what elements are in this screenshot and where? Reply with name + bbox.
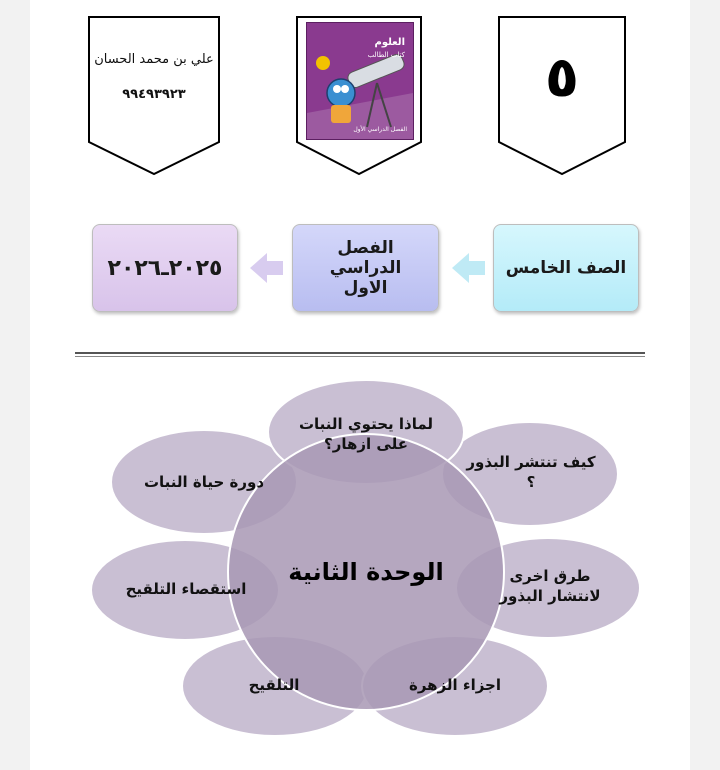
cover-subtitle: كتاب الطالب bbox=[367, 51, 405, 59]
step-year-label: ٢٠٢٥ـ٢٠٢٦ bbox=[107, 255, 223, 281]
topic-plant-life-cycle: دورة حياة النبات bbox=[143, 473, 265, 491]
cover-title: العلوم bbox=[374, 37, 405, 48]
grade-number: ٥ bbox=[544, 45, 580, 110]
step-semester-label: الفصل الدراسي الاول bbox=[329, 238, 402, 298]
author-phone: ٩٩٤٩٣٩٢٣ bbox=[122, 87, 186, 102]
topic-flower-parts: اجزاء الزهرة bbox=[408, 676, 501, 694]
step-grade-label: الصف الخامس bbox=[505, 258, 627, 278]
center-label: الوحدة الثانية bbox=[288, 558, 444, 586]
topic-why-flowers: لماذا يحتوي النبات على ازهار؟ bbox=[298, 415, 434, 454]
author-name: علي بن محمد الحسان bbox=[94, 52, 214, 67]
cover-bottom-text: الفصل الدراسي الأول bbox=[353, 126, 407, 133]
topic-seed-dispersal: كيف تنتشر البذور ؟ bbox=[466, 453, 596, 492]
topic-pollination-inquiry: استقصاء التلقيح bbox=[125, 580, 247, 598]
topic-pollination: التلقيح bbox=[248, 676, 300, 694]
topic-other-dispersal: طرق اخرى لانتشار البذور bbox=[499, 567, 601, 606]
